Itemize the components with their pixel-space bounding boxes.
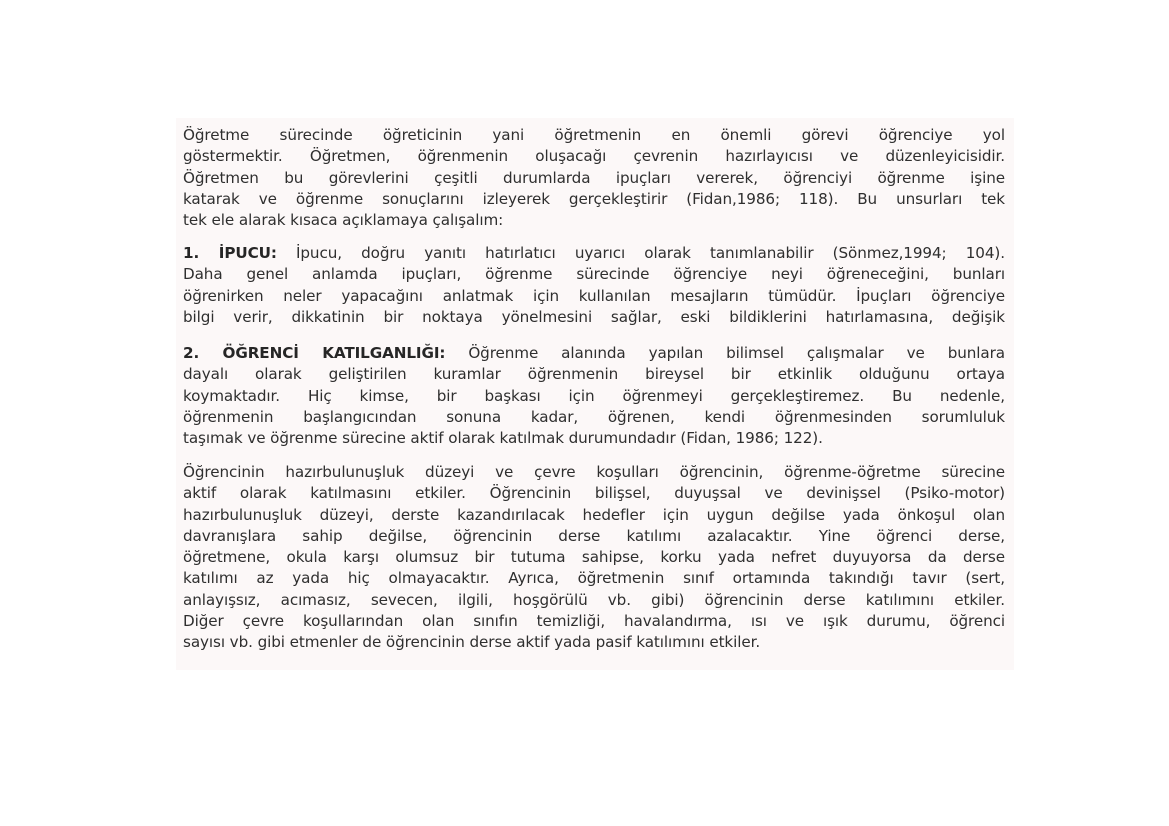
text-line: Öğrencinin hazırbulunuşluk düzeyi ve çevre koşulları öğrencinin, öğrenme-öğretme sürecine <box>183 463 1005 481</box>
text-line <box>183 343 1005 364</box>
text-line: taşımak ve öğrenme sürecine aktif olarak katılmak durumundadır (Fidan, 1986; 122). <box>183 429 823 448</box>
text-line: aktif olarak katılmasını etkiler. Öğrencinin bilişsel, duyuşsal ve devinişsel (Psiko-motor) <box>183 484 1005 503</box>
text-line: Öğretmen bu görevlerini çeşitli durumlarda ipuçları vererek, öğrenciyi öğrenme işine <box>183 168 1005 187</box>
paragraph-ogrenci-katilganligi <box>183 343 1005 449</box>
text-line: Daha genel anlamda ipuçları, öğrenme sürecinde öğrenciye neyi öğreneceğini, bunları <box>183 265 1005 284</box>
paragraph-hazirbulunusluk <box>183 462 1005 654</box>
text-line: anlayışsız, acımasız, sevecen, ilgili, hoşgörülü vb. gibi) öğrencinin derse katılımını etkiler. <box>183 590 1005 609</box>
text-line: bilgi verir, dikkatinin bir noktaya yönelmesini sağlar, eski bildiklerini hatırlamasına, değişik <box>183 307 1005 326</box>
text-line: katarak ve öğrenme sonuçlarını izleyerek gerçekleştirir (Fidan,1986; 118). Bu unsurları tek <box>183 189 1005 208</box>
text-line: dayalı olarak geliştirilen kuramlar öğrenmenin bireysel bir etkinlik olduğunu ortaya <box>183 365 1005 384</box>
text-span: Öğrenme alanında yapılan bilimsel çalışmalar ve bunlara <box>445 344 1005 362</box>
text-line: öğrenmenin başlangıcından sonuna kadar, öğrenen, kendi öğrenmesinden sorumluluk <box>183 407 1005 426</box>
paragraph-ipucu <box>183 243 1005 328</box>
text-line: koymaktadır. Hiç kimse, bir başkası için öğrenmeyi gerçekleştiremez. Bu nedenle, <box>183 386 1005 405</box>
text-line: davranışlara sahip değilse, öğrencinin derse katılımı azalacaktır. Yine öğrenci derse, <box>183 526 1005 545</box>
section-heading-katilganlik: 2. ÖĞRENCİ KATILGANLIĞI: <box>183 344 446 362</box>
text-line: sayısı vb. gibi etmenler de öğrencinin derse aktif yada pasif katılımını etkiler. <box>183 633 761 652</box>
text-line: katılımı az yada hiç olmayacaktır. Ayrıca, öğretmenin sınıf ortamında takındığı tavır (sert, <box>183 569 1005 588</box>
text-line: öğrenirken neler yapacağını anlatmak için kullanılan mesajların tümüdür. İpuçları öğrenciye <box>183 286 1005 305</box>
text-line: Diğer çevre koşullarından olan sınıfın temizliği, havalandırma, ısı ve ışık durumu, öğrenci <box>183 612 1005 631</box>
text-line: tek ele alarak kısaca açıklamaya çalışalım: <box>183 211 504 230</box>
paragraph-intro <box>183 125 1005 231</box>
text-line <box>183 243 1005 264</box>
text-line: hazırbulunuşluk düzeyi, derste kazandırılacak hedefler için uygun değilse yada önkoşul olan <box>183 505 1005 524</box>
text-span: İpucu, doğru yanıtı hatırlatıcı uyarıcı olarak tanımlanabilir (Sönmez,1994; 104). <box>276 244 1005 262</box>
text-line: göstermektir. Öğretmen, öğrenmenin oluşacağı çevrenin hazırlayıcısı ve düzenleyicisidir. <box>183 147 1005 166</box>
text-line: Öğretme sürecinde öğreticinin yani öğretmenin en önemli görevi öğrenciye yol <box>183 126 1005 144</box>
text-line: öğretmene, okula karşı olumsuz bir tutuma sahipse, korku yada nefret duyuyorsa da derse <box>183 548 1005 567</box>
section-heading-ipucu: 1. İPUCU: <box>183 244 277 262</box>
